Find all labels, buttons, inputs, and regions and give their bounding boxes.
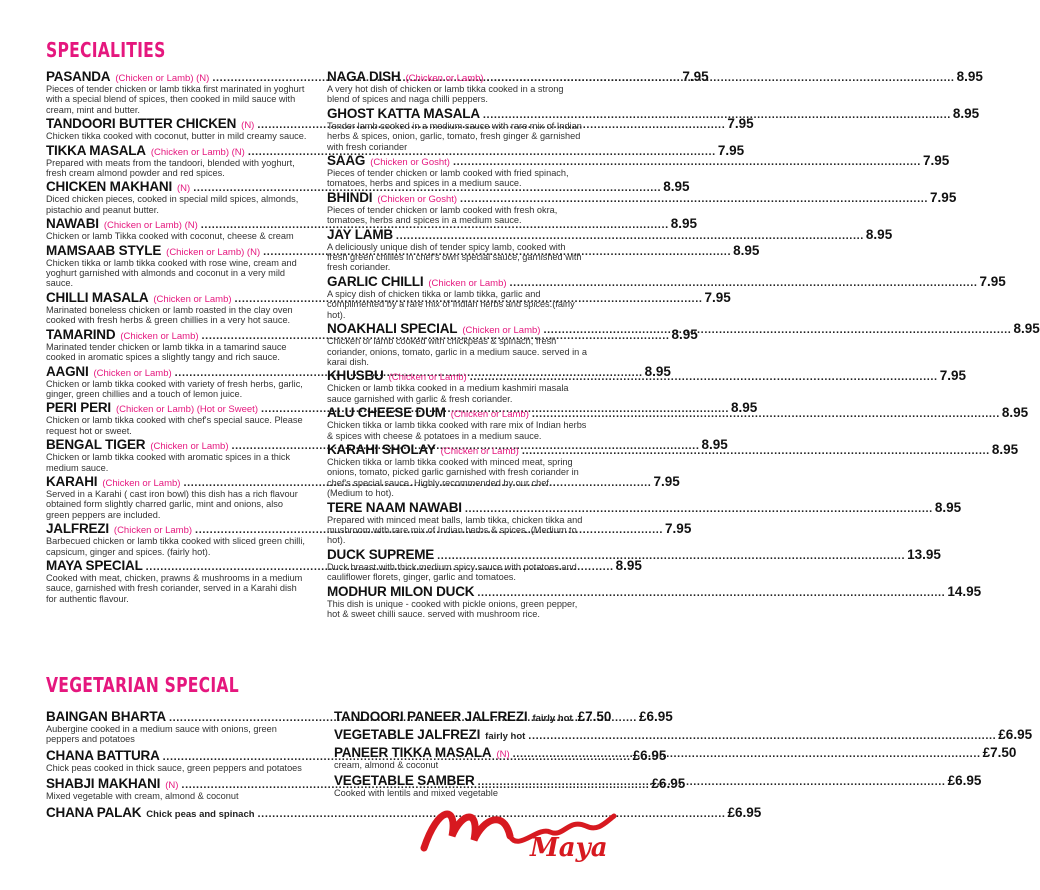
menu-item xyxy=(327,405,1029,441)
dish-name: CHICKEN MAKHANI xyxy=(46,179,172,195)
dish-tag: (Chicken or Lamb) xyxy=(113,525,193,537)
dish-description: Chicken tikka or lamb tikka cooked with minced meat, spring onions, tomato, picked garlic garnished with fresh coriander in chef's special sauce. Highly recommended by our chef.(Medium to hot). xyxy=(327,456,579,499)
dish-price: 8.95 xyxy=(956,69,983,84)
dish-description: Diced chicken pieces, cooked in special mild spices, almonds, pistachio and peanut butter. xyxy=(46,194,299,215)
dish-tag: Chick peas and spinach xyxy=(146,808,255,820)
dish-name: SHABJI MAKHANI xyxy=(46,776,161,792)
dish-description: Pieces of tender chicken or lamb tikka first marinated in yoghurt with a special blend of spices, then cooked in mild sauce with cream, mint and butter. xyxy=(46,84,305,115)
dish-tag: (Chicken or Lamb) (N) xyxy=(166,246,261,258)
dish-name: SAAG xyxy=(327,153,366,169)
dish-tag: (N) xyxy=(241,120,255,132)
menu-item-line xyxy=(334,773,982,789)
dish-price: 8.95 xyxy=(671,326,698,342)
dish-name: KARAHI SHOLAY xyxy=(327,441,436,457)
dish-description: This dish is unique - cooked with pickle onions, green pepper, hot & sweet chilli sauce. served with mushroom rice. xyxy=(327,598,578,619)
dish-tag: (N) xyxy=(496,749,510,760)
dish-name: MAMSAAB STYLE xyxy=(46,242,162,258)
dish-tag: (Chicken or Lamb) (N) xyxy=(103,220,198,232)
dish-tag: (Chicken or Lamb) xyxy=(440,445,519,457)
dish-description: Chicken or lamb cooked with chickpeas & spinach, fresh coriander, onions, tomato, garlic in a medium sauce. served in a karai dish. xyxy=(327,336,587,367)
dish-price: £6.95 xyxy=(638,709,673,724)
menu-item xyxy=(334,727,1033,742)
dish-tag: (N) xyxy=(177,183,191,195)
dish-name: KARAHI xyxy=(46,473,98,489)
dish-price: £6.95 xyxy=(947,773,982,789)
menu-item xyxy=(334,773,982,799)
dish-name: GARLIC CHILLI xyxy=(327,273,424,289)
dish-name: MAYA SPECIAL xyxy=(46,557,143,573)
dot-leader xyxy=(513,748,981,760)
dish-price: 7.95 xyxy=(922,153,950,169)
dish-price: £7.50 xyxy=(982,745,1017,760)
dot-leader xyxy=(478,776,946,788)
dish-description: Mixed vegetable with cream, almond & coconut xyxy=(46,791,239,802)
dot-leader xyxy=(477,587,945,599)
dish-price: 14.95 xyxy=(947,583,982,599)
dish-description: Chicken tikka or lamb tikka cooked with rare mix of Indian herbs & spices with cheese & potatoes in a medium sauce. xyxy=(327,420,587,441)
dish-tag: (Chicken or Lamb) xyxy=(405,73,484,84)
dish-name: PASANDA xyxy=(46,69,111,84)
dish-name: TANDOORI PANEER JALFREZI xyxy=(334,709,528,724)
menu-item-line xyxy=(327,546,941,562)
dish-price: 8.95 xyxy=(1013,321,1040,337)
dish-description: Marinated boneless chicken or lamb roasted in the clay oven cooked with fresh herbs & green chillies in a very hot sauce. xyxy=(46,304,293,326)
dish-tag: (Chicken or Lamb) (N) xyxy=(150,146,245,158)
dot-leader xyxy=(470,371,938,383)
dish-price: 8.95 xyxy=(701,437,728,453)
logo-text: Maya xyxy=(530,833,608,863)
menu-item-line xyxy=(46,142,745,158)
dish-name: BHINDI xyxy=(327,189,373,205)
dot-leader xyxy=(522,445,990,457)
menu-item xyxy=(46,804,762,820)
dish-description: Aubergine cooked in a medium sauce with onions, green peppers and potatoes xyxy=(46,724,277,745)
dish-tag: (Chicken or Lamb) xyxy=(428,277,507,289)
dish-description: Pieces of tender chicken or lamb cooked with fried spinach, tomatoes, herbs and spices in a medium sauce. xyxy=(327,168,569,189)
dish-tag: (Chicken or Lamb) (N) xyxy=(115,73,210,84)
menu-item-line xyxy=(327,226,893,242)
menu-item-line xyxy=(327,405,1029,421)
dish-name: TIKKA MASALA xyxy=(46,142,146,158)
specialities-heading: SPECIALITIES xyxy=(46,38,166,62)
specialities-right-column xyxy=(327,69,1040,620)
dish-name: CHILLI MASALA xyxy=(46,289,149,305)
dot-leader xyxy=(543,324,1011,336)
dot-leader xyxy=(396,230,864,242)
dot-leader xyxy=(483,109,951,121)
menu-item-line xyxy=(327,273,1006,289)
dish-description: Chick peas cooked in thick sauce, green peppers and potatoes xyxy=(46,762,302,773)
dish-description: Chicken or lamb tikka cooked with aromatic spices in a thick medium sauce. xyxy=(46,452,291,473)
dot-leader xyxy=(532,408,1000,420)
dish-price: 7.95 xyxy=(704,289,731,305)
dish-tag: fairly hot xyxy=(485,731,526,742)
dish-description: Served in a Karahi ( cast iron bowl) this dish has a rich flavour obtained form slightly charred garlic, mint and onions, also green peppers are included. xyxy=(46,488,298,520)
dish-price: 8.95 xyxy=(663,179,690,195)
dish-tag: (Chicken or Lamb) xyxy=(120,330,199,342)
menu-item xyxy=(327,321,1040,367)
dish-name: AAGNI xyxy=(46,363,89,379)
dish-price: 7.95 xyxy=(979,273,1006,289)
menu-item-line xyxy=(327,321,1040,337)
vegetarian-heading: VEGETARIAN SPECIAL xyxy=(46,673,239,697)
menu-item-line xyxy=(46,473,680,489)
dish-price: £6.95 xyxy=(998,727,1033,742)
dish-tag: (Chicken or Lamb) xyxy=(102,477,181,489)
dish-tag: (Chicken or Gosht) xyxy=(377,193,458,205)
dish-price: 8.95 xyxy=(615,557,642,573)
dish-price: 7.95 xyxy=(930,189,957,205)
dish-name: BAINGAN BHARTA xyxy=(46,709,166,724)
dish-description: Tender lamb cooked in a medium sauce with rare mix of Indian herbs & spices, onion, garlic, tomato, fresh ginger & garnished with fresh coriander xyxy=(327,120,582,152)
menu-item-line xyxy=(327,105,980,121)
dish-description: Chicken tikka or lamb tikka cooked with rose wine, cream and yoghurt garnished with almonds and coconut in a very mild sauce. xyxy=(46,257,297,289)
dish-description: A very hot dish of chicken or lamb tikka cooked in a strong blend of spices and naga chilli peppers. xyxy=(327,84,564,105)
dish-tag: (Chicken or Lamb) xyxy=(450,409,529,421)
dish-name: VEGETABLE SAMBER xyxy=(334,773,475,789)
dish-price: 7.95 xyxy=(682,69,709,84)
dish-tag: (Chicken or Lamb) xyxy=(93,367,172,379)
dot-leader xyxy=(487,72,955,84)
menu-item-line xyxy=(327,189,957,205)
dish-name: PANEER TIKKA MASALA xyxy=(334,745,492,760)
dish-price: 8.95 xyxy=(731,400,758,416)
dish-tag: (Chicken or Lamb) xyxy=(388,372,467,384)
dish-description: Chicken or lamb tikka cooked with chef's special sauce. Please request hot or sweet. xyxy=(46,415,303,436)
dot-leader xyxy=(510,277,978,289)
dish-description: cream, almond & coconut xyxy=(334,760,439,770)
dish-description: A deliciously unique dish of tender spicy lamb, cooked with fresh green chillies in chef's own special sauce, garnished with fresh coriander. xyxy=(327,241,582,273)
dish-tag: (Chicken or Lamb) xyxy=(150,441,229,453)
dish-price: £6.95 xyxy=(632,747,667,763)
dish-price: 8.95 xyxy=(865,226,893,242)
menu-item xyxy=(327,226,893,273)
dish-price: 8.95 xyxy=(934,499,962,515)
dish-price: 8.95 xyxy=(670,216,698,232)
dish-price: £6.95 xyxy=(651,776,686,792)
menu-item-line xyxy=(46,116,754,132)
dish-name: NAWABI xyxy=(46,216,99,232)
dish-description: Pieces of tender chicken or lamb cooked with fresh okra, tomatoes, herbs and spices in a medium sauce. xyxy=(327,204,558,226)
menu-item xyxy=(327,273,1006,320)
dish-tag: (N) xyxy=(165,780,179,792)
dish-name: JALFREZI xyxy=(46,521,109,537)
dish-price: 8.95 xyxy=(1001,405,1029,421)
dish-price: £7.50 xyxy=(577,709,612,724)
maya-logo xyxy=(418,796,618,866)
dot-leader xyxy=(453,156,921,168)
dish-name: DUCK SUPREME xyxy=(327,546,435,562)
dish-tag: (Chicken or Gosht) xyxy=(370,157,450,169)
dish-price: 8.95 xyxy=(991,441,1019,457)
dish-description: Cooked with meat, chicken, prawns & mushrooms in a medium sauce, garnished with fresh coriander, served in a Karahi dish for authentic flavour. xyxy=(46,572,303,604)
dish-description: A spicy dish of chicken tikka or lamb tikka, garlic and complimented by a rare mix of Indian herbs and spices.(fairly hot). xyxy=(327,288,575,320)
vegetarian-right-column xyxy=(334,709,1033,802)
dish-price: 7.95 xyxy=(665,521,692,537)
dish-price: 7.95 xyxy=(653,473,680,489)
menu-item xyxy=(327,583,982,620)
menu-item-line xyxy=(334,727,1033,742)
menu-item-line xyxy=(327,441,1019,457)
dish-description: Prepared with minced meat balls, lamb tikka, chicken tikka and mushroom with rare mix of Indian herbs & spices. (Medium to hot). xyxy=(327,514,583,546)
dish-name: TAMARIND xyxy=(46,326,116,342)
dish-price: 8.95 xyxy=(733,242,760,258)
dish-description: Chicken tikka cooked with coconut, butter in mild creamy sauce. xyxy=(46,131,307,142)
menu-item-line xyxy=(334,709,612,724)
dish-name: TANDOORI BUTTER CHICKEN xyxy=(46,116,237,132)
dish-price: 13.95 xyxy=(907,546,941,562)
menu-item-line xyxy=(327,153,950,169)
dot-leader xyxy=(465,503,933,515)
dish-price: £6.95 xyxy=(727,804,762,820)
menu-item-line xyxy=(46,216,698,232)
dish-name: NAGA DISH xyxy=(327,69,401,84)
dish-description: Chicken or lamb tikka cooked with variety of fresh herbs, garlic, ginger, green chillies and a touch of lemon juice. xyxy=(46,378,303,399)
dot-leader xyxy=(460,193,928,205)
dish-name: NOAKHALI SPECIAL xyxy=(327,321,458,337)
dish-name: BENGAL TIGER xyxy=(46,437,146,453)
dish-tag: fairly hot xyxy=(532,713,573,724)
dish-name: KHUSBU xyxy=(327,368,384,384)
dish-tag: (Chicken or Lamb) xyxy=(153,293,232,305)
dot-leader xyxy=(437,550,905,562)
dish-description: Chicken or lamb tikka cooked in a medium kashmiri masala sauce garnished with garlic & fresh coriander. xyxy=(327,383,569,404)
dish-name: VEGETABLE JALFREZI xyxy=(334,727,481,742)
menu-item-line xyxy=(46,804,762,820)
dish-name: GHOST KATTA MASALA xyxy=(327,105,480,121)
dish-price: 7.95 xyxy=(717,142,745,158)
dish-name: MODHUR MILON DUCK xyxy=(327,583,475,599)
dot-leader xyxy=(528,730,996,742)
dish-description: Barbecued chicken or lamb tikka cooked with sliced green chilli, capsicum, ginger and spices. (fairly hot). xyxy=(46,536,305,557)
dish-description: Duck breast with thick medium spicy sauce with potatoes and cauliflower florets, ginger, garlic and tomatoes. xyxy=(327,561,577,583)
dish-price: 7.95 xyxy=(727,116,754,132)
dish-description: Prepared with meats from the tandoori, blended with yoghurt, fresh cream almond powder and red spices. xyxy=(46,157,295,179)
menu-item-line xyxy=(327,583,982,599)
dish-name: PERI PERI xyxy=(46,400,111,416)
dish-name: CHANA BATTURA xyxy=(46,747,160,763)
dish-price: 8.95 xyxy=(952,105,980,121)
dish-tag: (Chicken or Lamb) xyxy=(462,325,541,337)
menu-item xyxy=(334,709,612,724)
dish-description: Chicken or lamb Tikka cooked with coconut, cheese & cream xyxy=(46,231,294,242)
dish-name: ALU CHEESE DUM xyxy=(327,405,446,421)
logo-swoosh xyxy=(424,814,510,848)
dish-name: JAY LAMB xyxy=(327,226,393,242)
dish-tag: (Chicken or Lamb) (Hot or Sweet) xyxy=(115,404,258,416)
dish-name: TERE NAAM NAWABI xyxy=(327,499,462,515)
menu-item-line xyxy=(327,499,962,515)
menu-item-line xyxy=(46,179,690,195)
dish-description: Marinated tender chicken or lamb tikka in a tamarind sauce cooked in aromatic spices a slightly tangy and rich sauce. xyxy=(46,341,287,363)
dish-price: 7.95 xyxy=(939,368,966,384)
dish-description: Cooked with lentils and mixed vegetable xyxy=(334,788,498,799)
dish-name: CHANA PALAK xyxy=(46,804,142,820)
dish-price: 8.95 xyxy=(644,363,671,379)
